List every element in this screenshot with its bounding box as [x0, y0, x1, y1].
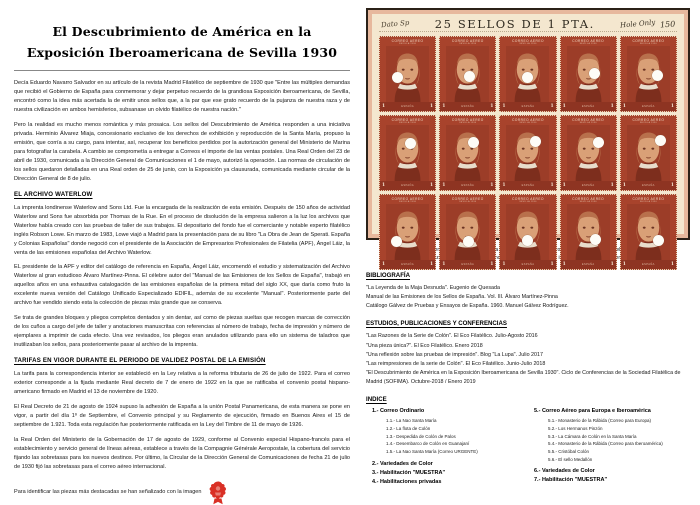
stamp-value-left: 1 [382, 182, 386, 188]
index-subentry[interactable]: 5.6.- El sello Medallón [548, 456, 593, 462]
stamp-header-text: CORREO AEREO [391, 39, 424, 43]
stamp-value-right: 1 [550, 103, 554, 109]
stamp-header-text: CORREO AEREO [512, 196, 544, 201]
index-entry[interactable]: 7.- Habilitación "MUESTRA" [534, 477, 608, 484]
stamp-value-left: 1 [502, 103, 506, 109]
tarifas-paragraph-3: la Real Orden del Ministerio de la Gobernación de 17 de agosto de 1929, conforme al Convenio especial Hispano-francés para el establecimiento y servicio general de líneas aéreas, establece a través de la Compagnie Générale Aeropostale, la cobertura del servicio fijando las sobretasas para los nuevos destinos. Por último, la Circular de la Dirección General de Comunicaciones de fecha 21 de julio de 1930 fijó las sobretasas para el correo aéreo internacional. [14, 437, 350, 471]
stamp-subheader-text: SEVILLA 1930 [519, 43, 537, 45]
stamp-footer [380, 102, 435, 111]
stamp-value-left: 1 [562, 103, 566, 109]
index-subentry[interactable]: 1.2.- La flota de Colón [386, 426, 431, 432]
intro-paragraph-2: Pero la realidad es mucho menos romántica y más prosaica. Los sellos del Descubrimiento de América responden a una iniciativa privada. Herminio Álvarez Miaja, concesionario exclusivo de los derechos de exhibición y reproducción de la Santa María, propuso la emisión, que corría a su cargo, para intentar, así, recuperar los beneficios perdidos por la autorización general del Ministerio de Marina para fotografiar la carabela. A cambio se comprometía a entregar a Correos el importe de las ventas postales. Una Real Orden del 23 de abril de 1930, comunicada a la Dirección General de Comunicaciones el 1 de mayo, autorizó la operación. Las normas de circulación de los sellos quedaron detalladas en una Real orden de 25 de junio, con la Exposición ya clausurada, comunicada mediante circular de la Dirección General de 8 de julio. [14, 121, 350, 182]
index-subentry[interactable]: 1.3.- Despedida de Colón de Palos [386, 433, 456, 439]
stamp-header-text: CORREO AEREO [512, 39, 544, 43]
stamp-subheader-text: SEVILLA 1930 [579, 121, 597, 124]
postage-stamp [379, 36, 436, 112]
section-heading-estudios: ESTUDIOS, PUBLICACIONES Y CONFERENCIAS [366, 320, 507, 328]
postage-stamp [379, 115, 436, 191]
stamp-country-text: ESPAÑA [581, 104, 595, 108]
stamp-country-text: ESPAÑA [521, 104, 535, 108]
index-column-left [366, 408, 528, 487]
columbus-portrait-icon [567, 204, 610, 260]
stamp-value-right: 1 [430, 103, 434, 109]
stamp-header-text: CORREO AEREO [572, 117, 605, 122]
index-subentry[interactable]: 5.5.- Cristóbal Colón [548, 449, 590, 455]
index-subentry-list [366, 417, 528, 455]
columbus-portrait-icon [446, 125, 489, 181]
final-note-text: Para identificar las piezas más destacadas se han señalizado con la imagen [14, 488, 202, 495]
stamp-footer [380, 260, 435, 269]
stamp-subheader-text: SEVILLA 1930 [639, 121, 657, 124]
handwritten-quantity: 150 [659, 18, 676, 30]
stamp-header-text: CORREO AEREO [451, 117, 484, 122]
stamp-country-text: ESPAÑA [461, 262, 475, 266]
stamp-country-text: ESPAÑA [401, 262, 414, 266]
bibliography-item: Manual de las Emisiones de los Sellos de España. Vol. III. Álvaro Martínez-Pinna [366, 293, 558, 300]
title-line-1: El Descubrimiento de América en la [52, 24, 312, 39]
stamp-value-left: 1 [622, 103, 626, 109]
stamp-country-text: ESPAÑA [461, 104, 475, 108]
postage-stamp [560, 36, 617, 112]
stamp-value-right: 1 [430, 261, 434, 267]
stamp-subheader-text: SEVILLA 1930 [519, 200, 537, 203]
stamp-value-left: 1 [562, 261, 566, 267]
stamp-footer [621, 102, 676, 111]
bibliography-list [366, 284, 690, 312]
bibliography-item: "La Leyenda de la Maja Desnuda". Eugenio de Quesada [366, 284, 500, 291]
stamp-value-right: 1 [490, 261, 494, 267]
title-line-2: Exposición Iberoamericana de Sevilla 1930 [26, 45, 338, 61]
stamp-value-left: 1 [502, 182, 506, 188]
stamp-subheader-text: SEVILLA 1930 [399, 121, 417, 124]
stamp-country-text: ESPAÑA [642, 183, 655, 187]
waterlow-paragraph-1: La imprenta londinense Waterlow and Sons Ltd. Fue la encargada de la realización de esta emisión. Después de 150 años de actividad Waterlow and Sons fue absorbida por Thomas de la Rue. En el proceso de disolución de la empresa salieron a la luz los archivos que Waterlow había creado con las pruebas de taller de sus trabajos. El depositario del fondo fue el comerciante y notable experto filatélico inglés Robson Lowe. En marzo de 1983, Lowe viajó a Madrid para la presentación para de su libro "La Obra de Jean de Sperati. España y Colonias Españolas" donde negoció con el presidente de la Asociación de Empresarios Profesionales de Filatelia (APF), Ángel Láiz, la venta de las emisiones españolas del Archivo Waterlow. [14, 204, 350, 256]
stamp-header-text: CORREO AEREO [632, 117, 665, 122]
postage-stamp [620, 36, 677, 112]
stamp-footer [561, 181, 616, 190]
postage-stamp [439, 36, 496, 112]
stamp-footer [500, 181, 555, 190]
columbus-portrait-icon [386, 125, 429, 181]
stamp-value-right: 1 [550, 182, 554, 188]
tarifas-paragraph-2: El Real Decreto de 21 de agosto de 1924 supuso la adhesión de España a la unión Postal Panamericana, de esta manera se pone en vigor, a partir del día 1º de Septiembre, el Convenio principal y su Reglamento de ejecución, firmado en Buenos Aires el 15 de septiembre de 1.921. Toda esta regulación fue posteriormente ratificada en la Ley del Timbre de 11 de mayo de 1926. [14, 404, 350, 429]
index-subentry[interactable]: 1.5.- La Nao Santa María (Correo URGENTE) [386, 449, 478, 455]
postage-stamp [439, 115, 496, 191]
cancellation-punch-hole [463, 236, 474, 247]
stamp-value-right: 1 [670, 103, 674, 109]
studies-item: "Una pieza única?". El Eco Filatélico. Enero 2018 [366, 342, 483, 349]
postage-stamp [379, 194, 436, 270]
stamp-value-left: 1 [442, 182, 446, 188]
columbus-portrait-icon [506, 204, 549, 260]
index-entry[interactable]: 2.- Variedades de Color [372, 460, 433, 467]
stamp-value-right: 1 [610, 182, 614, 188]
studies-list [366, 332, 690, 387]
section-heading-waterlow: EL ARCHIVO WATERLOW [14, 190, 93, 198]
stamp-subheader-text: SEVILLA 1930 [639, 43, 657, 45]
stamp-value-right: 1 [670, 261, 674, 267]
stamp-value-left: 1 [382, 261, 386, 267]
stamp-header-text: CORREO AEREO [451, 39, 484, 43]
waterlow-paragraph-3: Se trata de grandes bloques y pliegos completos dentados y sin dentar, así como de piezas sueltas que recogen marcas de corrección de los cuños a cargo del jefe de taller y anotaciones manuscritas con referencias al número de trabajo, fecha de impresión y número de ejemplares a imprimir de cada efecto. Una vez revisados, los pliegos eran anulados utilizando para ello un sistema de taladros que inutilizaban los sellos, para posteriormente pasar al archivo de la imprenta. [14, 315, 350, 349]
stamp-country-text: ESPAÑA [581, 262, 595, 266]
stamp-footer [440, 102, 495, 111]
index-entry[interactable]: 3.- Habilitación "MUESTRA" [372, 469, 446, 476]
cancellation-punch-hole [593, 137, 604, 148]
stamp-footer [621, 260, 676, 269]
section-heading-bibliografia: BIBLIOGRAFÍA [366, 271, 411, 279]
postage-stamp [499, 194, 556, 270]
stamp-country-text: ESPAÑA [521, 183, 535, 187]
stamp-value-right: 1 [490, 182, 494, 188]
postage-stamp [620, 194, 677, 270]
stamp-subheader-text: SEVILLA 1930 [399, 200, 417, 203]
stamp-header-text: CORREO AEREO [391, 196, 424, 201]
stamp-value-right: 1 [670, 182, 674, 188]
stamp-value-right: 1 [610, 103, 614, 109]
stamp-country-text: ESPAÑA [521, 262, 535, 266]
stamp-header-text: CORREO AEREO [451, 196, 484, 201]
stamp-subheader-text: SEVILLA 1930 [459, 200, 477, 203]
studies-item: "El Descubrimiento de América en la Exposición Iberoamericana de Sevilla 1930". Ciclo de Conferencias de la Sociedad Filatélica de Madrid (SOFIMA). Octubre-2018 / Enero 2019 [366, 370, 681, 386]
stamp-value-left: 1 [622, 261, 626, 267]
cancellation-punch-hole [652, 70, 663, 81]
stamp-country-text: ESPAÑA [642, 262, 655, 266]
stamp-footer [500, 260, 555, 269]
bibliography-item: Catálogo Gálvez de Pruebas y Ensayos de España. 1960. Manuel Gálvez Rodríguez. [366, 303, 569, 310]
stamp-header-text: CORREO AEREO [512, 117, 544, 122]
stamp-sheet-title: 25 SELLOS DE 1 PTA. [434, 17, 595, 31]
page-title [14, 22, 350, 63]
stamp-value-right: 1 [430, 182, 434, 188]
index-subentry[interactable]: 1.4.- Desembarco de Colón en Guanajaní [386, 441, 470, 447]
stamp-value-left: 1 [442, 261, 446, 267]
waterlow-paragraph-2: EL presidente de la APF y editor del catálogo de referencia en España, Ángel Láiz, encomendó el estudio y sistematización del Archivo Waterlow al gran estudioso Álvaro Martínez-Pinna. El célebre autor del "Manual de las Emisiones de los Sellos de España", trabajó en aquellos años en una exhaustiva catalogación de las emisiones españolas de la primera mitad del siglo XX, que daría como fruto la excelente nueva versión del Catálogo Unificado Especializado EDIFIL, además de su excelente "Manual". Posteriormente parte del archivo fue vendido siendo esta la colección de piezas más grande que se conserva. [14, 264, 350, 307]
studies-item: "Una reflexión sobre las pruebas de impresión". Blog "La Lupa". Julio 2017 [366, 351, 543, 358]
stamp-footer [440, 260, 495, 269]
final-note-row [14, 479, 350, 505]
tarifas-paragraph-1: La tarifa para la correspondencia interior se estableció en la Ley relativa a la reforma tributaria de 26 de julio de 1922. Para el correo exterior corresponde a la fijada mediante Real decreto de 7 de enero de 1922 en la que se ratificaba el convenio postal hispano-americano firmado en Madrid el 13 de noviembre de 1920. [14, 371, 350, 396]
stamp-value-left: 1 [502, 261, 506, 267]
stamp-value-right: 1 [610, 261, 614, 267]
postage-stamp [499, 36, 556, 112]
handwritten-note-left: Dato Sp [380, 18, 410, 30]
stamp-subheader-text: SEVILLA 1930 [579, 43, 597, 45]
postage-stamp [439, 194, 496, 270]
postage-stamp [499, 115, 556, 191]
stamp-footer [380, 181, 435, 190]
index-entry[interactable]: 6.- Variedades de Color [534, 468, 595, 475]
title-divider [14, 70, 350, 71]
index-entry[interactable]: 5.- Correo Aéreo para Europa e Iberoamérica [534, 408, 651, 415]
columbus-portrait-icon [567, 46, 610, 102]
handwritten-note-right: Hole Only [620, 18, 657, 30]
postage-stamp [560, 194, 617, 270]
stamp-subheader-text: SEVILLA 1930 [459, 121, 477, 124]
index-subentry[interactable]: 5.1.- Monasterio de la Rábida (Correo para Europa) [548, 418, 652, 424]
stamp-subheader-text: SEVILLA 1930 [459, 43, 477, 45]
section-heading-indice: INDICE [366, 396, 387, 404]
stamp-footer [621, 181, 676, 190]
index-subentry[interactable]: 1.1.- La Nao Santa María [386, 418, 437, 424]
stamp-value-left: 1 [442, 103, 446, 109]
stamp-header-text: CORREO AEREO [391, 117, 424, 122]
stamp-footer [500, 102, 555, 111]
stamp-subheader-text: SEVILLA 1930 [639, 200, 657, 203]
plate-and-references-column [358, 8, 694, 490]
postage-stamp [620, 115, 677, 191]
stamp-country-text: ESPAÑA [581, 183, 595, 187]
figure-caption: del Waterlow) [606, 247, 630, 262]
postage-stamp [560, 115, 617, 191]
section-heading-tarifas: TARIFAS EN VIGOR DURANTE EL PERIODO DE VALIDEZ POSTAL DE LA EMISIÓN [14, 357, 266, 365]
index-subentry[interactable]: 5.4.- Monasterio de la Rábida (Correo para Iberoamérica) [548, 441, 663, 447]
stamp-country-text: ESPAÑA [401, 183, 414, 187]
studies-item: "Las reimpresiones de la serie de Colón". El Eco Filatélico. Junio-Julio 2018 [366, 360, 546, 367]
index-subentry[interactable]: 5.3.- La Cámara de Colón en la Santa María [548, 433, 637, 439]
index-subentry-list [528, 417, 690, 463]
columbus-portrait-icon [506, 125, 549, 181]
cancellation-punch-hole [653, 235, 664, 246]
columbus-portrait-icon [627, 46, 670, 102]
columbus-portrait-icon [627, 204, 670, 260]
stamp-header-text: CORREO AEREO [632, 196, 665, 201]
stamp-subheader-text: SEVILLA 1930 [519, 121, 537, 124]
red-seal-icon [207, 479, 229, 505]
stamp-country-text: ESPAÑA [642, 104, 655, 108]
intro-paragraph: Decía Eduardo Navarro Salvador en su artículo de la revista Madrid Filatélico de septiembre de 1930 que "Entre las múltiples demandas que recibió el Gobierno de España para conmemorar y dejar perpetuo recuerdo de la grandiosa Exposición iberoamericana, de Sevilla, encontró como la idea más acertada la de emitir unos sellos que, a la par que ese grato recuerdo de la pujanza de nuestra raza y de nuestra civilización en ambos hemisferios, subsanase un olvido filatélico de nuestra nación." [14, 79, 350, 113]
columbus-portrait-icon [567, 125, 610, 181]
index-subentry[interactable]: 5.2.- Los Hermanos Pinzón [548, 426, 603, 432]
stamp-header-text: CORREO AEREO [572, 39, 605, 43]
stamp-footer [561, 102, 616, 111]
index-entry[interactable]: 1.- Correo Ordinario [372, 408, 425, 415]
stamp-country-text: ESPAÑA [461, 183, 475, 187]
columbus-portrait-icon [627, 125, 670, 181]
stamp-country-text: ESPAÑA [401, 104, 414, 108]
stamp-header-text: CORREO AEREO [572, 196, 605, 201]
studies-item: "Las Razones de la Serie de Colón". El Eco Filatélico. Julio-Agosto 2016 [366, 333, 538, 340]
stamp-value-left: 1 [562, 182, 566, 188]
stamp-footer [561, 260, 616, 269]
stamp-subheader-text: SEVILLA 1930 [399, 43, 417, 45]
stamp-grid [377, 32, 679, 272]
columbus-portrait-icon [446, 204, 489, 260]
columbus-portrait-icon [386, 204, 429, 260]
stamp-value-right: 1 [490, 103, 494, 109]
stamp-value-left: 1 [622, 182, 626, 188]
stamp-footer [440, 181, 495, 190]
stamp-subheader-text: SEVILLA 1930 [579, 200, 597, 203]
stamp-value-left: 1 [382, 103, 386, 109]
stamp-sheet-header [377, 17, 679, 31]
article-column [6, 8, 358, 495]
stamp-value-right: 1 [550, 261, 554, 267]
index-columns [366, 408, 690, 487]
index-entry[interactable]: 4.- Habilitaciones privadas [372, 478, 442, 485]
index-column-right [528, 408, 690, 487]
cancellation-punch-hole [468, 137, 479, 148]
stamp-header-text: CORREO AEREO [632, 39, 665, 43]
